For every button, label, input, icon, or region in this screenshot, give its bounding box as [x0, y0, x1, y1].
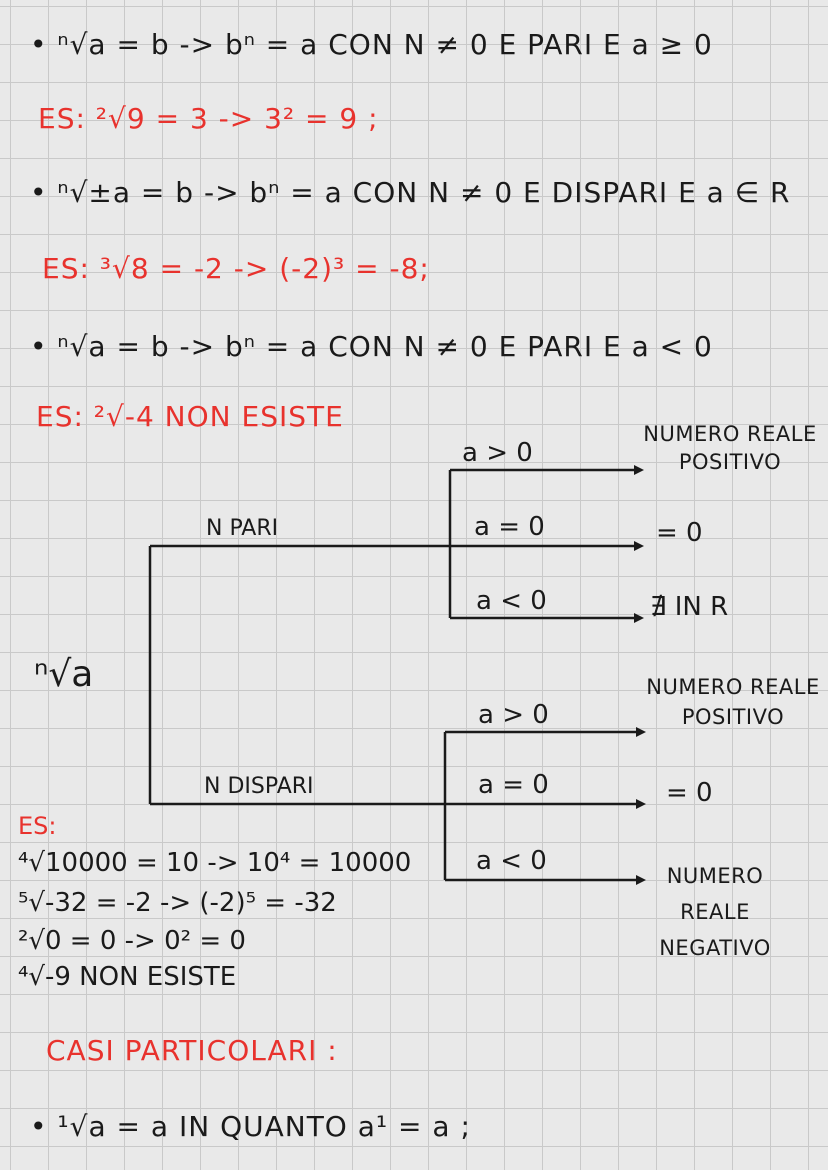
rule-3: • ⁿ√a = b -> bⁿ = a CON N ≠ 0 E PARI E a < 0	[30, 330, 713, 363]
even-result-positive: NUMERO REALE POSITIVO	[643, 422, 817, 474]
example-line-2: ⁵√-32 = -2 -> (-2)⁵ = -32	[18, 888, 337, 918]
odd-result-zero: = 0	[666, 778, 713, 808]
even-cond-negative: a < 0	[476, 586, 547, 616]
example-3: ES: ²√-4 NON ESISTE	[36, 400, 344, 433]
example-line-3: ²√0 = 0 -> 0² = 0	[18, 926, 246, 956]
odd-cond-negative: a < 0	[476, 846, 547, 876]
branch-odd-label: N DISPARI	[204, 774, 314, 799]
rule-1: • ⁿ√a = b -> bⁿ = a CON N ≠ 0 E PARI E a ≥ 0	[30, 28, 713, 61]
even-result-zero: = 0	[656, 518, 703, 548]
root-symbol: ⁿ√a	[34, 654, 94, 695]
special-case-1: • ¹√a = a IN QUANTO a¹ = a ;	[30, 1110, 471, 1143]
rule-2: • ⁿ√±a = b -> bⁿ = a CON N ≠ 0 E DISPARI E a ∈ R	[30, 176, 791, 209]
special-cases-heading: CASI PARTICOLARI :	[46, 1034, 338, 1067]
odd-result-negative: NUMERO REALE NEGATIVO	[659, 864, 771, 960]
examples-label: ES:	[18, 812, 57, 840]
example-line-1: ⁴√10000 = 10 -> 10⁴ = 10000	[18, 848, 412, 878]
example-2: ES: ³√8 = -2 -> (-2)³ = -8;	[42, 252, 430, 285]
even-cond-zero: a = 0	[474, 512, 545, 542]
odd-cond-positive: a > 0	[478, 700, 549, 730]
branch-even-label: N PARI	[206, 516, 279, 541]
odd-cond-zero: a = 0	[478, 770, 549, 800]
example-line-4: ⁴√-9 NON ESISTE	[18, 962, 237, 992]
odd-result-positive: NUMERO REALE POSITIVO	[646, 675, 820, 729]
example-1: ES: ²√9 = 3 -> 3² = 9 ;	[38, 102, 379, 135]
even-result-negative: ∄ IN R	[650, 592, 729, 622]
even-cond-positive: a > 0	[462, 438, 533, 468]
